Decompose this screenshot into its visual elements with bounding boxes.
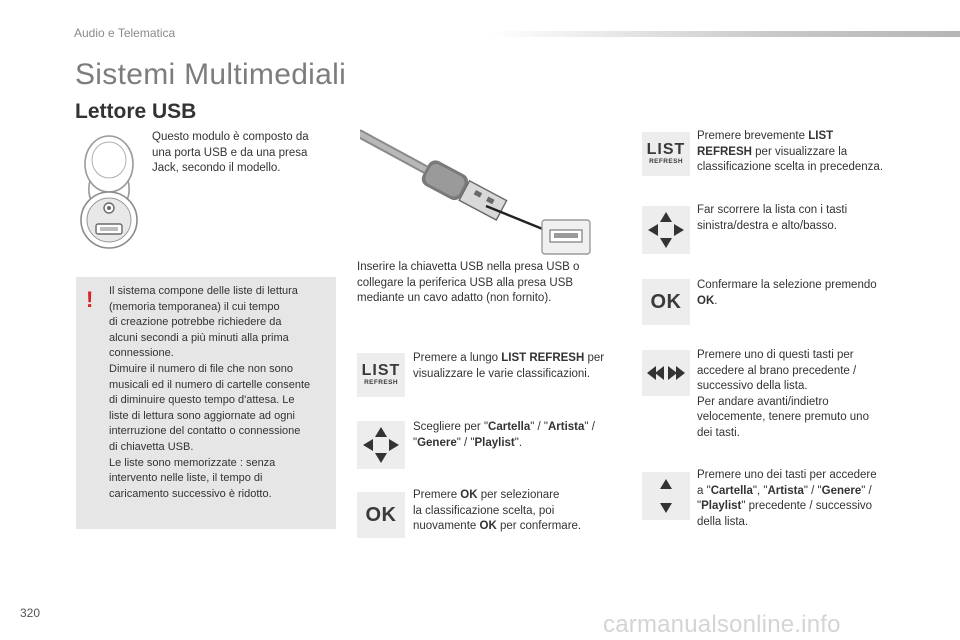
step-scroll-text: Far scorrere la lista con i tasti sinistra/destra e alto/basso. — [697, 204, 848, 232]
page-number: 320 — [20, 606, 41, 620]
ok-button[interactable]: OK — [357, 492, 405, 538]
usb-stick-illustration — [360, 128, 596, 256]
list-refresh-button-short[interactable]: LIST REFRESH — [642, 132, 690, 176]
prev-next-icon — [644, 358, 688, 388]
warning-text: Il sistema compone delle liste di lettura (memoria temporanea) il cui tempo di creazione potrebbe richiedere da alcuni secondi a più minuti alla prima connessione. Dimuire il numero di file che non sono musicali ed il numero di cartelle consente di diminuire questo tempo d'attesa. Le liste di lettura sono aggiornate ad ogni interruzione del contatto o connessione di chiavetta USB. Le liste sono memorizzate : senza intervento nelle liste, il tempo di caricamento successivo è ridotto. — [109, 285, 311, 500]
intro-text: Questo modulo è composto da una porta USB e da una presa Jack, secondo il modello. — [152, 131, 309, 174]
watermark: carmanualsonline.info — [603, 611, 841, 638]
step-prev-next-text: Premere uno di questi tasti per accedere al brano precedente / successivo della lista. Per andare avanti/indietro velocemente, tenere premuto uno dei tasti. — [697, 349, 869, 439]
up-down-arrows-icon — [651, 474, 681, 518]
step-confirm-text: Confermare la selezione premendo OK. — [697, 279, 877, 307]
four-way-arrows-icon — [644, 208, 688, 252]
header-section-label: Audio e Telematica — [74, 26, 176, 40]
step-long-press-text: Premere a lungo LIST REFRESH per visualizzare le varie classificazioni. — [413, 352, 605, 380]
ok-confirm-button[interactable]: OK — [642, 279, 690, 325]
step-choose-text: Scegliere per "Cartella" / "Artista" / "Genere" / "Playlist". — [413, 421, 595, 449]
list-refresh-button[interactable]: LIST REFRESH — [357, 353, 405, 397]
scroll-arrows-button[interactable] — [642, 206, 690, 254]
header-rule — [490, 31, 960, 37]
step-up-down-text: Premere uno dei tasti per accedere a "Cartella", "Artista" / "Genere" / "Playlist" precedente / successivo della lista. — [697, 469, 877, 528]
usb-jack-port-illustration — [76, 128, 142, 252]
four-way-arrows-icon — [359, 423, 403, 467]
section-title: Lettore USB — [75, 100, 197, 123]
four-way-arrows-button[interactable] — [357, 421, 405, 469]
step-ok-select-text: Premere OK per selezionare la classificazione scelta, poi nuovamente OK per confermare. — [413, 489, 582, 532]
warning-icon: ! — [86, 287, 94, 312]
up-down-button[interactable] — [642, 472, 690, 520]
prev-next-button[interactable] — [642, 350, 690, 396]
step-short-press-text: Premere brevemente LIST REFRESH per visualizzare la classificazione scelta in precedenza. — [697, 130, 884, 173]
usb-caption: Inserire la chiavetta USB nella presa USB o collegare la periferica USB alla presa USB mediante un cavo adatto (non fornito). — [357, 261, 580, 304]
page-title: Sistemi Multimediali — [75, 58, 347, 91]
